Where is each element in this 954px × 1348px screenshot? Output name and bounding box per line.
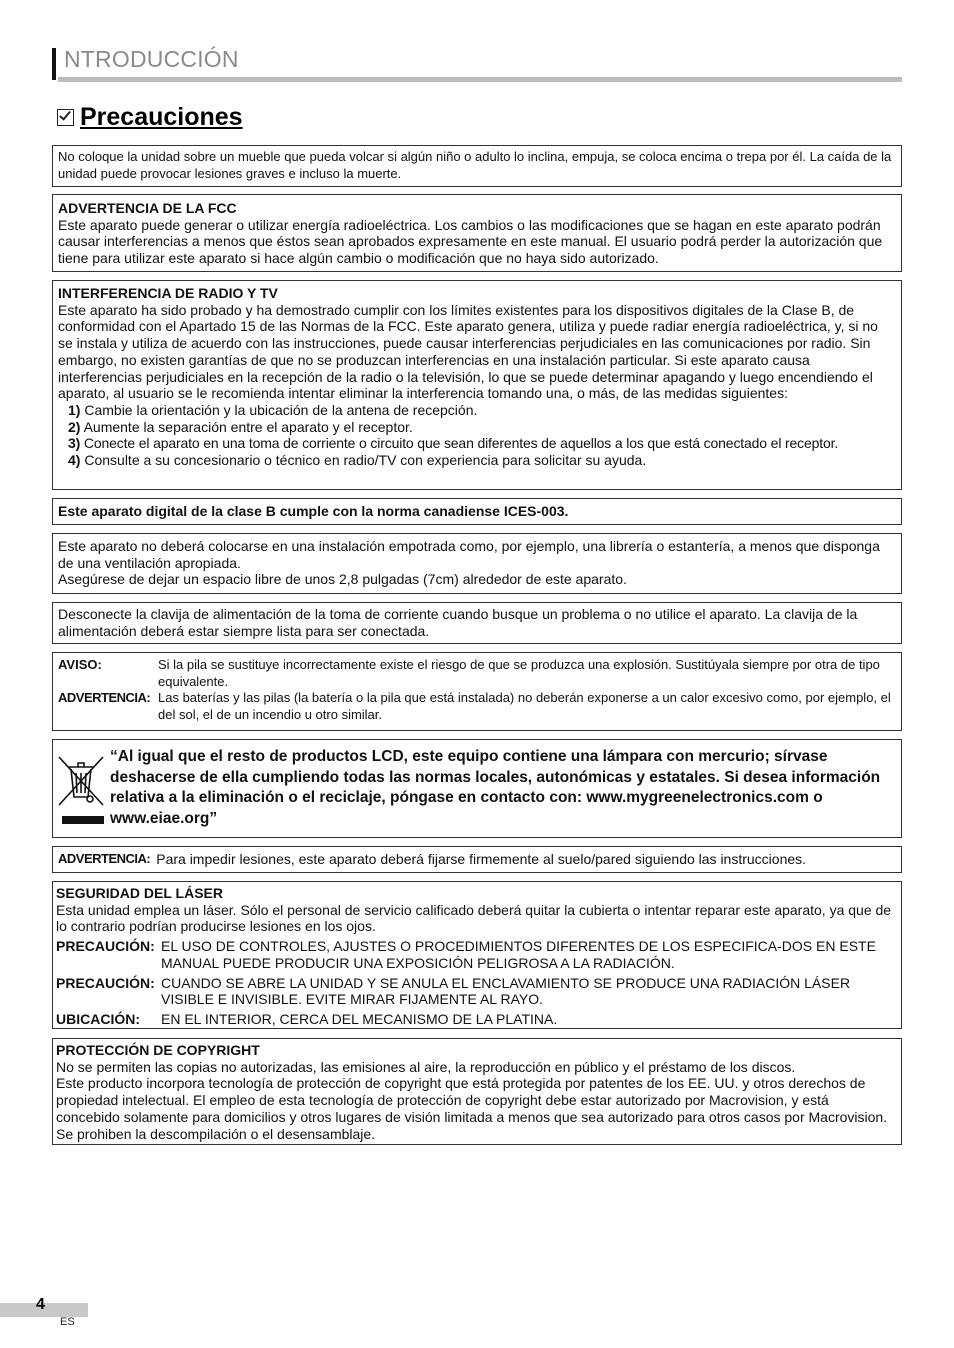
stability-notice [52, 145, 902, 187]
mercury-text: “Al igual que el resto de productos LCD, este equipo contiene una lámpara con mercurio; sírvase deshacerse de ella cumpliendo todas las normas locales, autonómicas y estatales. Si desea información relativa a la eliminación o el reciclaje, póngase en contacto con: www.mygreenelectronics.com o www.eiae.org” [110, 748, 881, 827]
list-item: 1) Cambie la orientación y la ubicación de la antena de recepción. [68, 401, 478, 418]
laser-body: Esta unidad emplea un láser. Sólo el personal de servicio calificado deberá quitar la cubierta o intentar reparar este aparato, ya que de lo contrario podrían producirse lesiones en los ojos. [56, 901, 892, 935]
advertencia-label: ADVERTENCIA: [58, 690, 151, 705]
bin-underline-bar [62, 816, 104, 824]
mounting-label: ADVERTENCIA: [58, 851, 151, 866]
copyright-line-1: No se permiten las copias no autorizadas, las emisiones al aire, la reproducción en público y el préstamo de los discos. [56, 1058, 796, 1075]
mounting-warning [52, 846, 902, 873]
ices-notice [52, 498, 902, 525]
radio-heading: INTERFERENCIA DE RADIO Y TV [58, 285, 278, 301]
laser-safety-box [52, 881, 902, 1029]
section-title: NTRODUCCIÓN [64, 46, 239, 72]
aviso-text: Si la pila se sustituye incorrectamente existe el riesgo de que se produzca una explosión. Sustitúyala siempre por otra de tipo equivalente. [158, 657, 880, 689]
advertencia-text: Las baterías y las pilas (la batería o la pila que está instalada) no deberán exponerse a un calor excesivo como, por ejemplo, el del sol, el de un incendio u otro similar. [158, 690, 891, 722]
section-header [52, 44, 902, 82]
copyright-box [52, 1038, 902, 1145]
copyright-line-2: Este producto incorpora tecnología de protección de copyright que está protegida por patentes de los EE. UU. y otros derechos de propiedad intelectual. El empleo de esta tecnología de protección de copyright debe estar autorizado por Macrovision, y está concebido solamente para domicilios y otros lugares de visión limitada a menos que sea autorizado para otros casos por Macrovision. Se prohiben la descompilación o el desensamblaje. [56, 1075, 888, 1142]
ventilation-line-1: Este aparato no deberá colocarse en una instalación empotrada como, por ejemplo, una librería o estantería, a menos que disponga de una ventilación apropiada. [58, 538, 880, 571]
page-title-text: Precauciones [80, 102, 243, 131]
page-title [57, 102, 243, 132]
remedy-list [58, 402, 896, 469]
ices-text: Este aparato digital de la clase B cumple con la norma canadiense ICES-003. [58, 503, 569, 519]
header-accent-bar [52, 48, 56, 80]
aviso-label: AVISO: [58, 657, 102, 672]
laser-location-row: UBICACIÓN: EN EL INTERIOR, CERCA DEL MECANISMO DE LA PLATINA. [56, 1010, 558, 1027]
list-item: 3) Conecte el aparato en una toma de corriente o circuito que sean diferentes de aquellos a los que está conectado el receptor. [68, 435, 839, 452]
laser-heading: SEGURIDAD DEL LÁSER [56, 885, 223, 901]
mercury-disposal-box [52, 739, 902, 838]
radio-body: Este aparato ha sido probado y ha demostrado cumplir con los límites existentes para los dispositivos digitales de la Clase B, de conformidad con el Apartado 15 de las Normas de la FCC. Este aparato genera, utiliza y puede radiar energía radioeléctrica, y, si no se instala y utiliza de acuerdo con las instrucciones, puede causar interferencias perjudiciales en las comunicaciones por radio. Sin embargo, no existen garantías de que no se produzcan interferencias en una instalación particular. Si este aparato causa interferencias perjudiciales en la recepción de la radio o la televisión, lo que se puede determinar apagando y luego encendiendo el aparato, al usuario se le recomienda intentar eliminar la interferencia tomando una, o más, de las medidas siguientes: [58, 301, 878, 402]
ventilation-notice [52, 533, 902, 594]
header-rule [58, 77, 902, 82]
laser-caution-row: PRECAUCIÓN: CUANDO SE ABRE LA UNIDAD Y SE ANULA EL ENCLAVAMIENTO SE PRODUCE UNA RADIACIÓN LÁSER VISIBLE E INVISIBLE. EVITE MIRAR FIJAMENTE AL RAYO. [56, 974, 851, 1008]
advertencia-row [58, 690, 896, 723]
crossed-out-bin-icon [56, 753, 106, 809]
stability-text: No coloque la unidad sobre un mueble que pueda volcar si algún niño o adulto lo inclina, empuja, se coloca encima o trepa por él. La caída de la unidad puede provocar lesiones graves e incluso la muerte. [58, 149, 892, 181]
language-code: ES [60, 1316, 75, 1328]
copyright-heading: PROTECCIÓN DE COPYRIGHT [56, 1042, 260, 1058]
ventilation-line-2: Asegúrese de dejar un espacio libre de unos 2,8 pulgadas (7cm) alrededor de este aparato. [58, 571, 627, 588]
fcc-heading: ADVERTENCIA DE LA FCC [58, 200, 237, 216]
power-notice [52, 602, 902, 644]
fcc-body: Este aparato puede generar o utilizar energía radioeléctrica. Los cambios o las modificaciones que se hagan en este aparato podrán causar interferencias a menos que éstos sean aprobados expresamente en este manual. El usuario podrá perder la autorización que tiene para utilizar este aparato si hace algún cambio o modificación que no haya sido autorizado. [58, 216, 883, 267]
list-item: 4) Consulte a su concesionario o técnico en radio/TV con experiencia para solicitar su ayuda. [68, 452, 647, 469]
page-number: 4 [36, 1296, 45, 1313]
aviso-row [58, 657, 896, 690]
checkbox-icon [57, 109, 74, 126]
fcc-warning-box [52, 194, 902, 272]
mounting-text: Para impedir lesiones, este aparato deberá fijarse firmemente al suelo/pared siguiendo las instrucciones. [156, 851, 807, 867]
radio-tv-box [52, 280, 902, 490]
laser-caution-row: PRECAUCIÓN: EL USO DE CONTROLES, AJUSTES O PROCEDIMIENTOS DIFERENTES DE LOS ESPECIFICA-DOS EN ESTE MANUAL PUEDE PRODUCIR UNA EXPOSICIÓN PELIGROSA A LA RADIACIÓN. [56, 938, 876, 971]
list-item: 2) Aumente la separación entre el aparato y el receptor. [68, 418, 413, 435]
power-text: Desconecte la clavija de alimentación de la toma de corriente cuando busque un problema o no utilice el aparato. La clavija de la alimentación deberá estar siempre lista para ser conectada. [58, 606, 858, 639]
battery-warning-box [52, 652, 902, 731]
